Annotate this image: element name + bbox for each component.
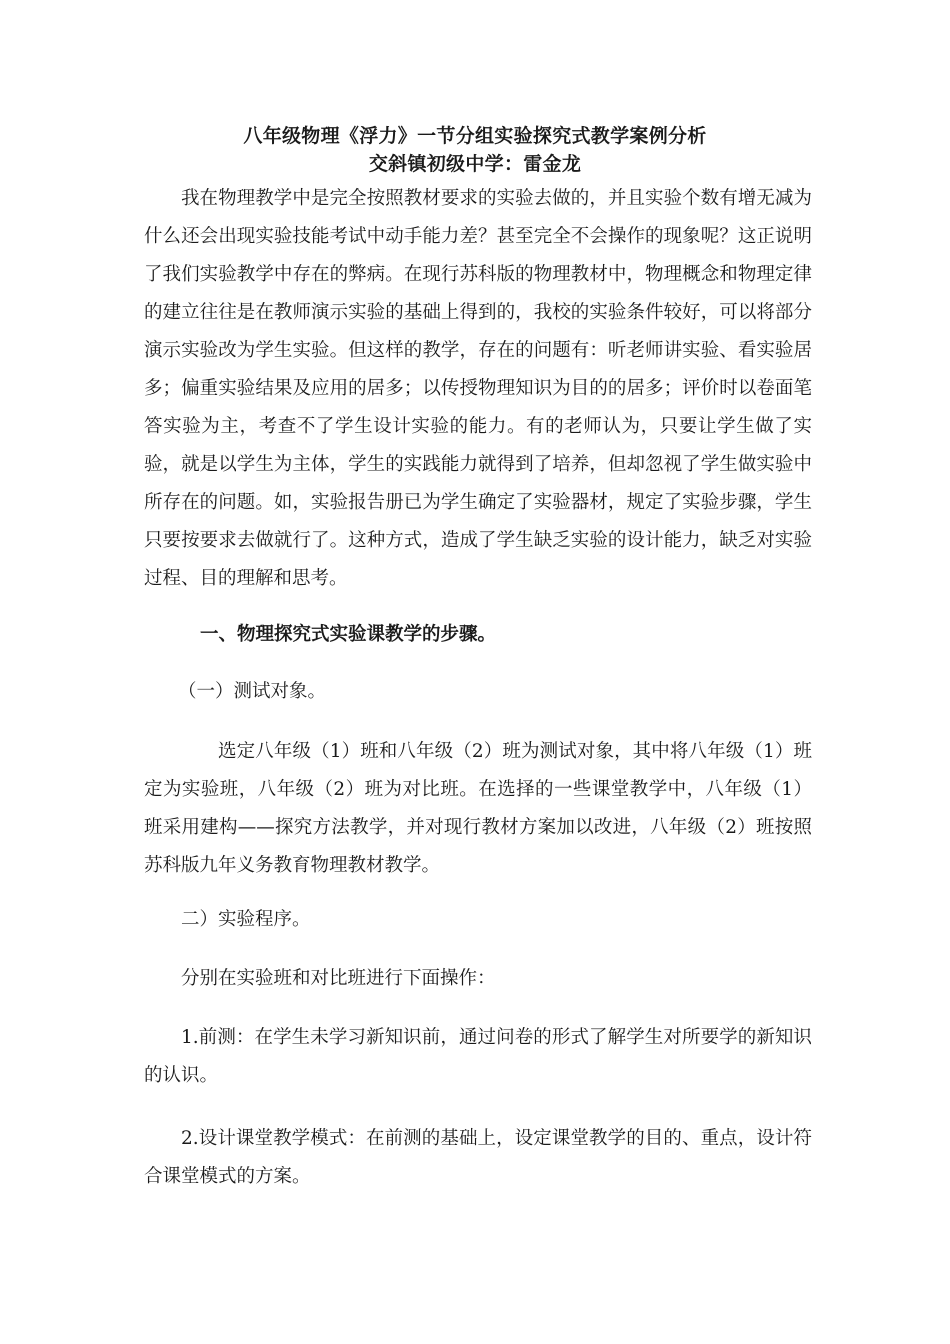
subsection-2-intro: 分别在实验班和对比班进行下面操作： [181, 968, 496, 989]
intro-paragraph: 我在物理教学中是完全按照教材要求的实验去做的，并且实验个数有增无减为什么还会出现实验技能考试中动手能力差？甚至完全不会操作的现象呢？这正说明了我们实验教学中存在的弊病。在现行苏科版的物理教材中，物理概念和物理定律的建立往往是在教师演示实验的基础上得到的，我校的实验条件较好，可以将部分演示实验改为学生实验。但这样的教学，存在的问题有：听老师讲实验、看实验居多；偏重实验结果及应用的居多；以传授物理知识为目的的居多；评价时以卷面笔答实验为主，考查不了学生设计实验的能力。有的老师认为，只要让学生做了实验，就是以学生为主体，学生的实践能力就得到了培养，但却忽视了学生做实验中所存在的问题。如，实验报告册已为学生确定了实验器材，规定了实验步骤，学生只要按要求去做就行了。这种方式，造成了学生缺乏实验的设计能力，缺乏对实验过程、目的理解和思考。 [144, 188, 812, 589]
subsection-heading-2: 二）实验程序。 [181, 909, 311, 930]
subsection-1-paragraph: 选定八年级（1）班和八年级（2）班为测试对象，其中将八年级（1）班定为实验班，八年级（2）班为对比班。在选择的一些课堂教学中，八年级（1）班采用建构——探究方法教学，并对现行教材方案加以改进，八年级（2）班按照苏科版九年义务教育物理教材教学。 [144, 741, 812, 876]
document-author: 交斜镇初级中学：雷金龙 [368, 153, 582, 175]
step-2-paragraph: 2.设计课堂教学模式：在前测的基础上，设定课堂教学的目的、重点，设计符合课堂模式的方案。 [144, 1128, 812, 1187]
subsection-heading-1: （一）测试对象。 [178, 681, 327, 702]
document-title: 八年级物理《浮力》一节分组实验探究式教学案例分析 [243, 125, 707, 147]
section-heading-1: 一、物理探究式实验课教学的步骤。 [200, 624, 497, 645]
step-1-paragraph: 1.前测：在学生未学习新知识前，通过问卷的形式了解学生对所要学的新知识的认识。 [144, 1027, 812, 1086]
